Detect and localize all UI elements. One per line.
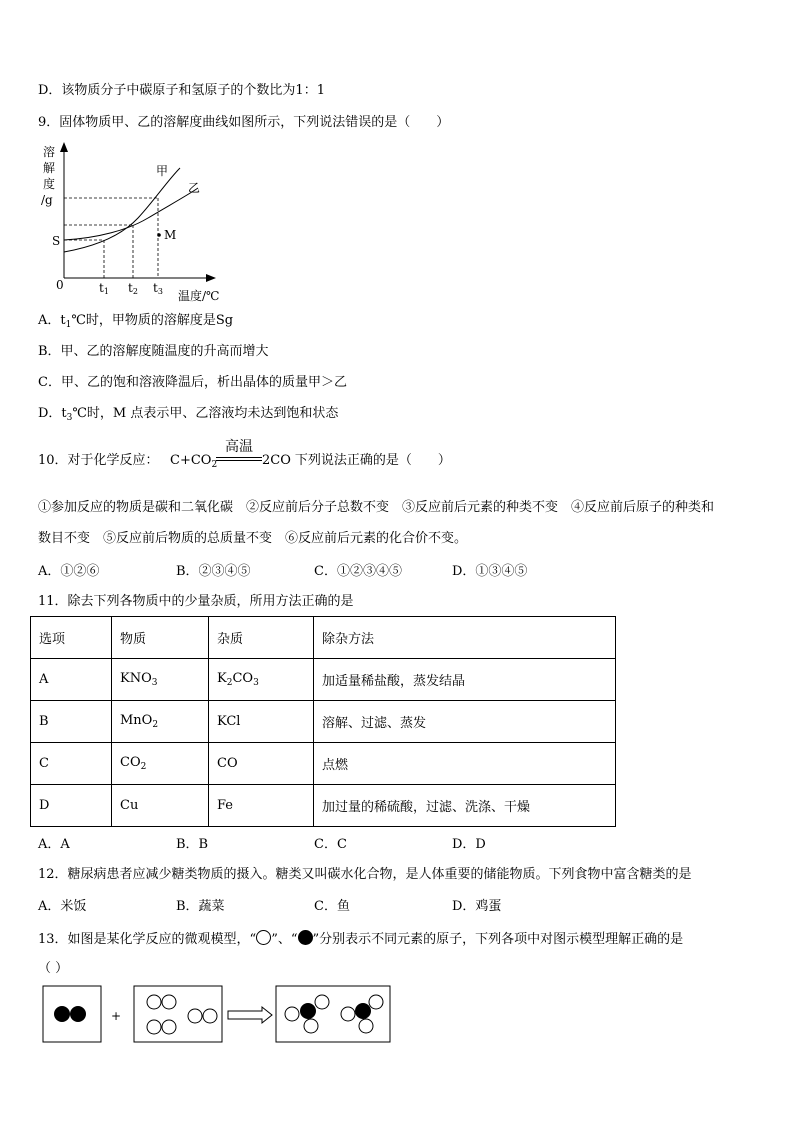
plus-sign: + [111, 1009, 122, 1023]
q10-eq-bar-top [216, 457, 262, 458]
cell-option: B [31, 701, 112, 743]
chart-label-yi: 乙 [188, 181, 201, 195]
black-atom-icon [54, 1006, 70, 1022]
tick-t1: t1 [99, 281, 109, 296]
cell-impurity: $K_2CO_3$ [209, 659, 314, 701]
white-atom-icon [369, 995, 383, 1009]
cell-impurity: Fe [209, 785, 314, 827]
q10-eq-right: 2CO 下列说法正确的是（ ） [262, 453, 451, 468]
q10-statements-2: 数目不变 ⑤反应前后物质的总质量不变 ⑥反应前后元素的化合价不变。 [38, 531, 468, 546]
purification-table [30, 616, 616, 827]
q10-stem-pre: 10．对于化学反应： [38, 453, 159, 468]
table-header-row [31, 617, 616, 659]
cell-substance: MnO$_2$ [112, 701, 209, 743]
white-atom-icon [359, 1019, 373, 1033]
q10-option-c: C．①②③④⑤ [314, 564, 402, 579]
chart-point-m [157, 233, 161, 237]
table-row [31, 743, 616, 785]
cell-option: C [31, 743, 112, 785]
cell-method: 加过量的稀硫酸，过滤、洗涤、干燥 [314, 785, 616, 827]
white-atom-icon [188, 1009, 202, 1023]
white-atom-icon [256, 930, 271, 945]
black-atom-icon [300, 1003, 316, 1019]
cell-option: D [31, 785, 112, 827]
cell-substance: Cu [112, 785, 209, 827]
q9-option-a: A．$t_1℃$时，甲物质的溶解度是Sg [38, 313, 234, 330]
chart-ylabel-3: 度 [43, 177, 56, 191]
q12-option-b: B．蔬菜 [176, 899, 225, 914]
table-row [31, 659, 616, 701]
q10-option-b: B．②③④⑤ [176, 564, 251, 579]
q10-eq-bar-bottom [216, 460, 262, 461]
tick-t2: t2 [128, 281, 138, 296]
reaction-arrow-icon [228, 1007, 272, 1023]
q9-option-b: B．甲、乙的溶解度随温度的升高而增大 [38, 344, 269, 359]
q11-option-d: D．D [452, 837, 486, 852]
cell-impurity: KCl [209, 701, 314, 743]
table-row [31, 785, 616, 827]
white-atom-icon [341, 1007, 355, 1021]
white-atom-icon [147, 995, 161, 1009]
cell-substance: $KNO_3$ [112, 659, 209, 701]
th-method: 除杂方法 [314, 617, 616, 659]
q10-statements-1: ①参加反应的物质是碳和二氧化碳 ②反应前后分子总数不变 ③反应前后元素的种类不变 ④反应前后原子的种类和 [38, 500, 715, 515]
q8-option-d: D．该物质分子中碳原子和氢原子的个数比为1：1 [38, 83, 325, 98]
chart-ylabel-2: 解 [43, 161, 56, 175]
chart-origin: 0 [56, 278, 64, 292]
cell-method: 加适量稀盐酸，蒸发结晶 [314, 659, 616, 701]
q9-stem: 9．固体物质甲、乙的溶解度曲线如图所示，下列说法错误的是（ ） [38, 115, 450, 130]
white-atom-icon [203, 1009, 217, 1023]
black-atom-icon [298, 930, 313, 945]
chart-ylabel-1: 溶 [43, 145, 56, 159]
q9-option-d: D．$t_3℃$时，M 点表示甲、乙溶液均未达到饱和状态 [38, 406, 339, 423]
white-atom-icon [162, 1020, 176, 1034]
q11-option-b: B．B [176, 837, 209, 852]
q11-option-a: A．A [38, 837, 70, 852]
q10-option-a: A．①②⑥ [38, 564, 100, 579]
black-atom-icon [355, 1003, 371, 1019]
white-atom-icon [162, 995, 176, 1009]
q11-stem: 11．除去下列各物质中的少量杂质，所用方法正确的是 [38, 594, 354, 609]
q10-option-d: D．①③④⑤ [452, 564, 528, 579]
cell-method: 溶解、过滤、蒸发 [314, 701, 616, 743]
y-axis-arrow [60, 142, 68, 152]
curve-jia [64, 168, 180, 252]
q11-option-c: C．C [314, 837, 347, 852]
q10-eq-condition: 高温 [225, 439, 253, 455]
q12-option-d: D．鸡蛋 [452, 899, 502, 914]
cell-option: A [31, 659, 112, 701]
chart-ylabel-4: /g [41, 193, 53, 207]
chart-m-label: M [164, 228, 177, 242]
black-atom-icon [70, 1006, 86, 1022]
tick-t3: t3 [153, 281, 163, 296]
cell-impurity: CO [209, 743, 314, 785]
q13-paren: （ ） [38, 961, 69, 976]
white-atom-icon [285, 1007, 299, 1021]
q12-option-c: C．鱼 [314, 899, 350, 914]
x-axis-arrow [206, 274, 216, 282]
q12-stem: 12．糖尿病患者应减少糖类物质的摄入。糖类又叫碳水化合物，是人体重要的储能物质。下列食物中富含糖类的是 [38, 867, 692, 882]
cell-substance: $CO_2$ [112, 743, 209, 785]
q12-option-a: A．米饭 [38, 899, 87, 914]
th-substance: 物质 [112, 617, 209, 659]
chart-s-label: S [52, 234, 61, 248]
white-atom-icon [304, 1019, 318, 1033]
white-atom-icon [147, 1020, 161, 1034]
solubility-chart [38, 140, 228, 305]
q10-eq-left: $C+CO_2$ [170, 453, 218, 470]
table-row [31, 701, 616, 743]
reaction-model-diagram [38, 984, 398, 1046]
white-atom-icon [315, 995, 329, 1009]
chart-label-jia: 甲 [156, 164, 169, 178]
chart-xlabel: 温度/℃ [178, 289, 220, 303]
q13-stem: 13．如图是某化学反应的微观模型，“ ”、“ ”分别表示不同元素的原子，下列各项中对图示模型理解正确的是 [38, 932, 684, 947]
th-option: 选项 [31, 617, 112, 659]
curve-yi [64, 188, 198, 240]
q9-option-c: C．甲、乙的饱和溶液降温后，析出晶体的质量甲＞乙 [38, 375, 347, 390]
th-impurity: 杂质 [209, 617, 314, 659]
cell-method: 点燃 [314, 743, 616, 785]
